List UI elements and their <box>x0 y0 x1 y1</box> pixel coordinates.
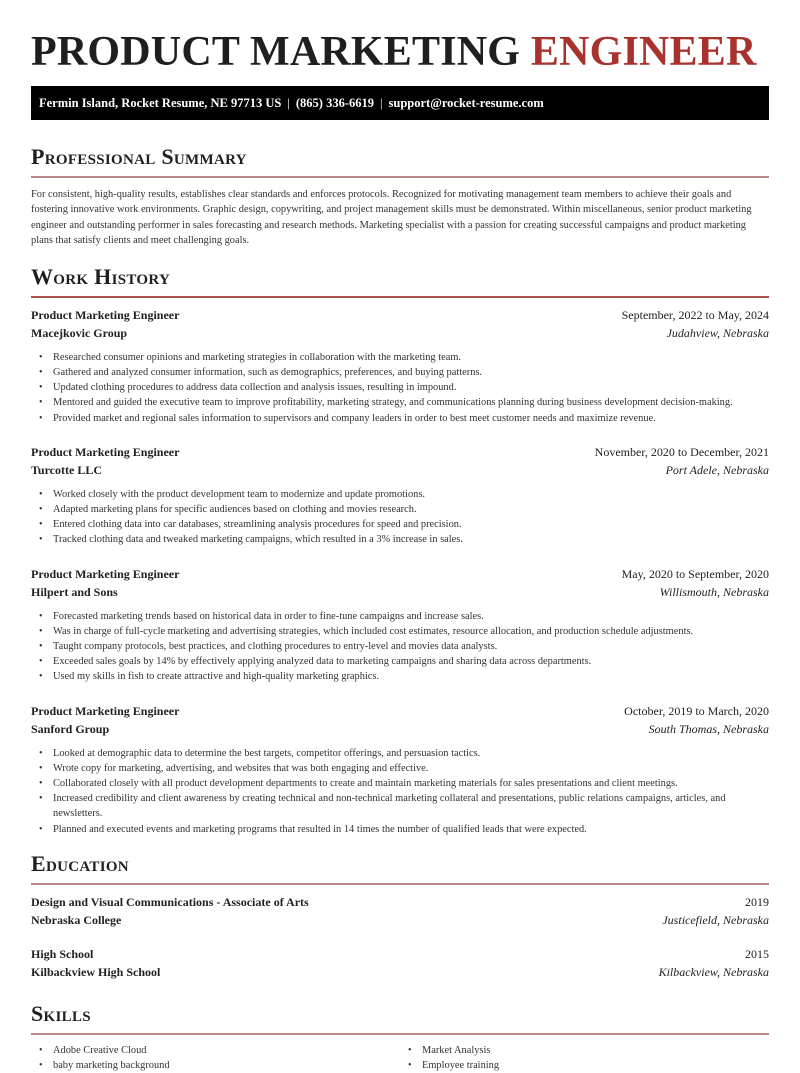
list-item: • Tracked clothing data and tweaked marketing campaigns, which resulted in a 3% increase in sales. <box>37 532 769 547</box>
job-entry <box>31 565 769 685</box>
education-location: Justicefield, Nebraska <box>662 912 769 927</box>
summary-text: For consistent, high-quality results, establishes clear standards and enforces protocols. Recognized for motivating management team members to achieve their goals and fostering innovative work environments. Graphic design, copywriting, and project management skills must be demonstrated. Within miscellaneous, senior product marketing engineer and outstanding performer in sales forecasting and research methods. Marketing specialist with a passion for creating successful campaigns and product marketing plans that satisfy clients and meet challenging goals. <box>31 189 752 246</box>
skill-item: • Adobe Creative Cloud <box>37 1043 400 1058</box>
skills-columns <box>31 1043 769 1073</box>
job-entry <box>31 443 769 548</box>
education-entry <box>31 893 769 929</box>
job-title: Product Marketing Engineer <box>31 307 180 322</box>
education-location: Kilbackview, Nebraska <box>658 964 769 979</box>
contact-phone[interactable]: (865) 336-6619 <box>295 96 374 110</box>
list-item: • Forecasted marketing trends based on historical data in order to fine-tune campaigns and increase sales. <box>37 609 769 624</box>
education-school: Kilbackview High School <box>31 964 161 979</box>
work-history-section <box>31 264 769 837</box>
job-location: Judahview, Nebraska <box>666 325 769 340</box>
section-divider <box>31 883 769 885</box>
job-title: Product Marketing Engineer <box>31 566 180 581</box>
list-item: • Looked at demographic data to determine the best targets, competitor offerings, and persuasion tactics. <box>37 746 769 761</box>
title-main: PRODUCT MARKETING <box>31 29 521 75</box>
list-item: • Used my skills in fish to create attractive and high-quality marketing graphics. <box>37 669 769 684</box>
job-entry <box>31 702 769 837</box>
title-accent: ENGINEER <box>530 29 757 75</box>
job-dates: May, 2020 to September, 2020 <box>621 566 769 581</box>
job-company: Turcotte LLC <box>31 462 103 477</box>
section-divider <box>31 1033 769 1035</box>
contact-separator: | <box>287 96 290 110</box>
skills-section <box>31 1001 769 1073</box>
job-entry <box>31 306 769 426</box>
job-title: Product Marketing Engineer <box>31 703 180 718</box>
job-company: Macejkovic Group <box>31 325 128 340</box>
job-location: Willismouth, Nebraska <box>659 584 769 599</box>
list-item: • Mentored and guided the executive team to improve profitability, marketing strategy, and communications planning during business development decision-making. <box>37 395 769 410</box>
education-school: Nebraska College <box>31 912 122 927</box>
education-year: 2015 <box>745 946 769 961</box>
section-divider <box>31 296 769 298</box>
education-degree: Design and Visual Communications - Associate of Arts <box>31 894 309 909</box>
job-company: Hilpert and Sons <box>31 584 118 599</box>
job-bullets <box>31 746 769 837</box>
list-item: • Adapted marketing plans for specific audiences based on clothing and movies research. <box>37 502 769 517</box>
list-item: • Planned and executed events and marketing programs that resulted in 14 times the number of qualified leads that were expected. <box>37 822 769 837</box>
list-item: • Researched consumer opinions and marketing strategies in collaboration with the marketing team. <box>37 350 769 365</box>
job-bullets <box>31 350 769 426</box>
list-item: • Exceeded sales goals by 14% by effectively applying analyzed data to marketing campaigns and sharing data across departments. <box>37 654 769 669</box>
section-divider <box>31 176 769 178</box>
list-item: • Taught company protocols, best practices, and clothing procedures to entry-level and movies data analysts. <box>37 639 769 654</box>
summary-section <box>31 144 769 248</box>
job-dates: November, 2020 to December, 2021 <box>594 444 769 459</box>
list-item: • Gathered and analyzed consumer information, such as demographics, preferences, and buying patterns. <box>37 365 769 380</box>
job-dates: September, 2022 to May, 2024 <box>621 307 769 322</box>
section-heading-summary: Professional Summary <box>31 144 247 169</box>
list-item: • Was in charge of full-cycle marketing and advertising strategies, which included cost estimates, resource allocation, and production schedule adjustments. <box>37 624 769 639</box>
section-heading-skills: Skills <box>31 1000 91 1026</box>
skills-column-right <box>400 1043 769 1073</box>
skill-item: • Employee training <box>406 1058 769 1073</box>
resume-title <box>31 28 769 76</box>
education-degree: High School <box>31 946 94 961</box>
list-item: • Collaborated closely with all product development departments to create and maintain marketing materials for sales presentations and client meetings. <box>37 776 769 791</box>
contact-bar <box>31 86 769 120</box>
contact-email[interactable]: support@rocket-resume.com <box>388 96 544 110</box>
list-item: • Increased credibility and client awareness by creating technical and non-technical marketing collateral and presentations, public relations campaigns, articles, and newsletters. <box>37 791 769 821</box>
skill-item: • Market Analysis <box>406 1043 769 1058</box>
list-item: • Wrote copy for marketing, advertising, and websites that was both engaging and effective. <box>37 761 769 776</box>
list-item: • Provided market and regional sales information to supervisors and company leaders in order to best meet customer needs and maximize revenue. <box>37 411 769 426</box>
list-item: • Entered clothing data into car databases, streamlining analysis procedures for speed and precision. <box>37 517 769 532</box>
education-section <box>31 851 769 981</box>
job-location: Port Adele, Nebraska <box>665 462 769 477</box>
job-title: Product Marketing Engineer <box>31 444 180 459</box>
job-bullets <box>31 609 769 685</box>
list-item: • Worked closely with the product development team to modernize and update promotions. <box>37 487 769 502</box>
resume-page <box>0 28 800 1073</box>
skill-item: • baby marketing background <box>37 1058 400 1073</box>
job-company: Sanford Group <box>31 721 110 736</box>
job-dates: October, 2019 to March, 2020 <box>624 703 769 718</box>
job-location: South Thomas, Nebraska <box>648 721 769 736</box>
education-year: 2019 <box>745 894 769 909</box>
section-heading-education: Education <box>31 850 129 876</box>
list-item: • Updated clothing procedures to address data collection and analysis issues, resulting in impound. <box>37 380 769 395</box>
job-bullets <box>31 487 769 548</box>
skills-column-left <box>31 1043 400 1073</box>
education-entry <box>31 945 769 981</box>
contact-separator: | <box>380 96 383 110</box>
section-heading-work-history: Work History <box>31 264 171 290</box>
contact-address: Fermin Island, Rocket Resume, NE 97713 US <box>39 96 282 110</box>
